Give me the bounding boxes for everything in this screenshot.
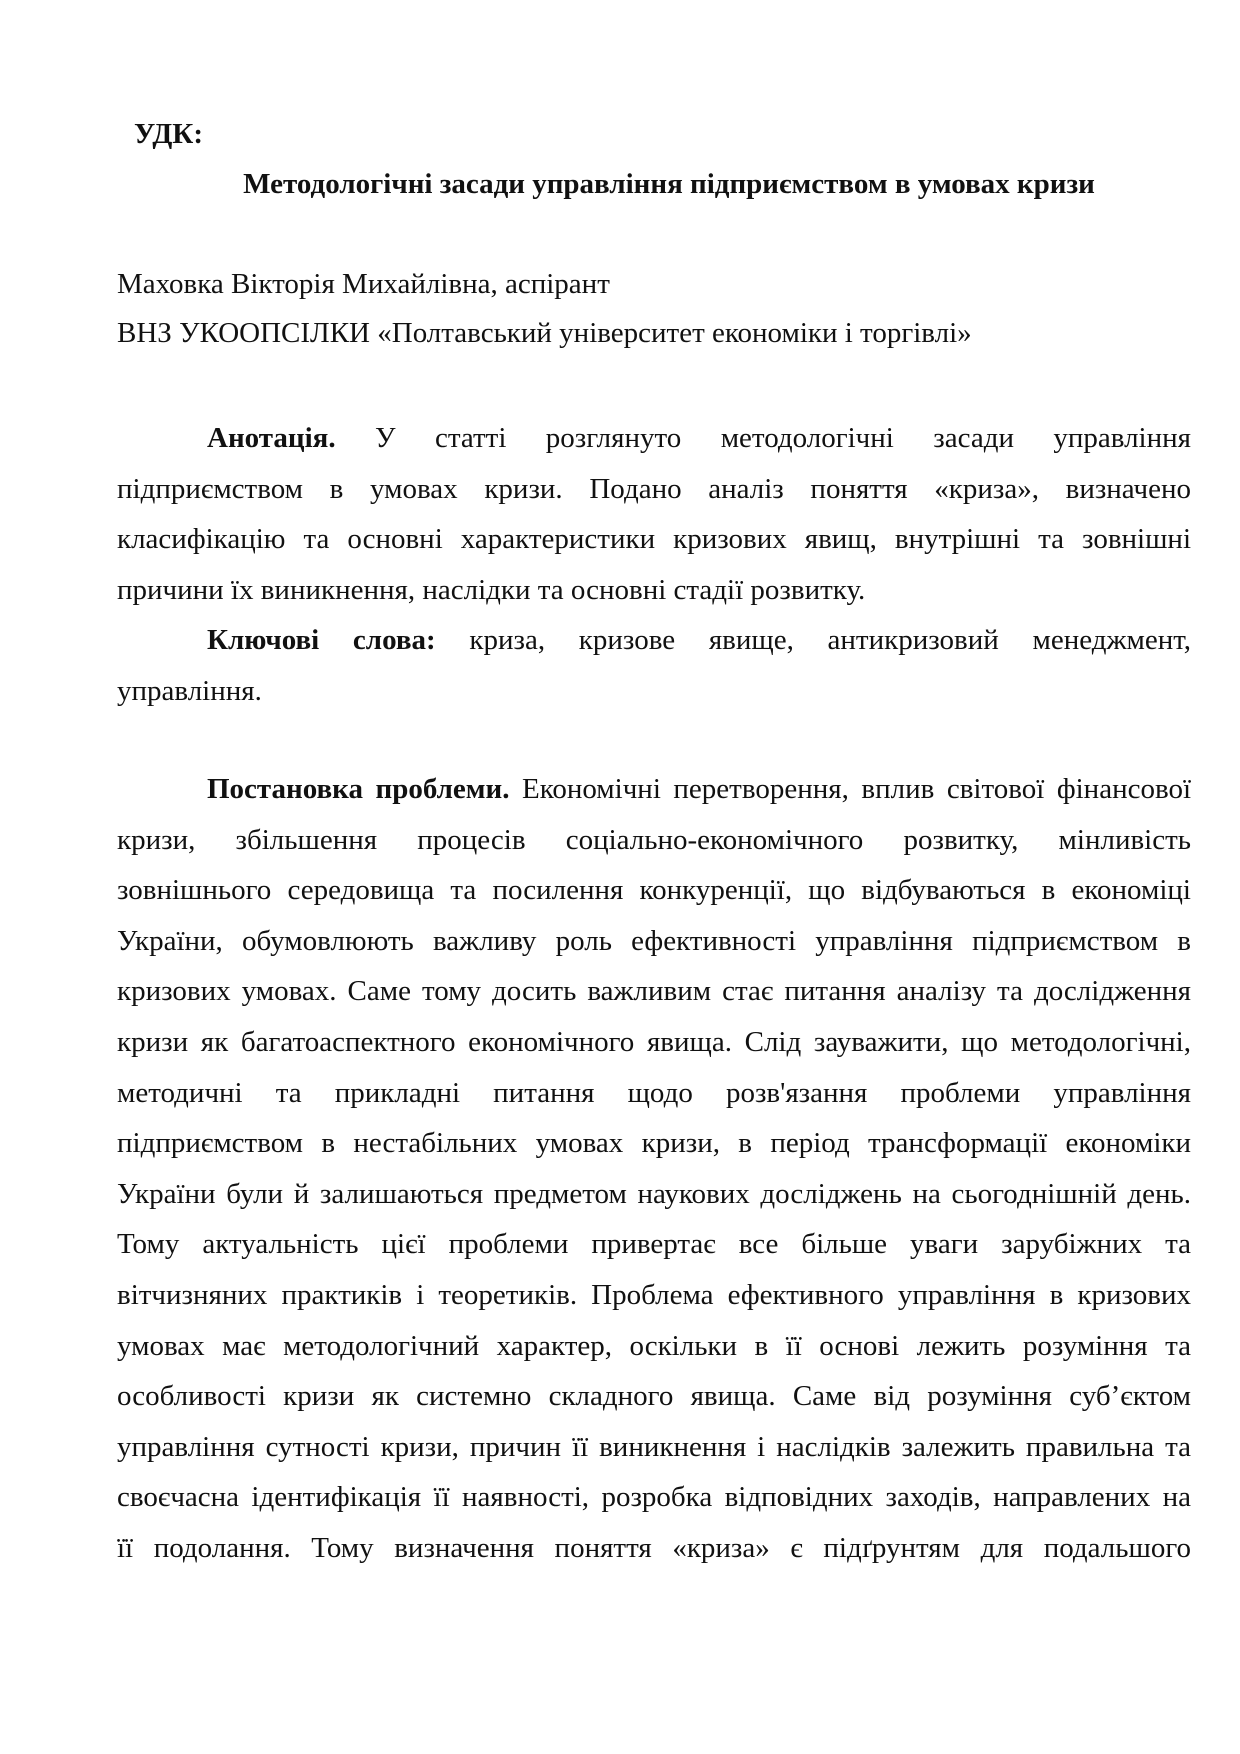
problem-statement-line [117, 1068, 1191, 1119]
annotation-heading: Анотація. [207, 422, 336, 454]
problem-statement-text: умовах має методологічний характер, оскільки в її основі лежить розуміння та [117, 1329, 1191, 1362]
keywords-line [207, 615, 1191, 666]
problem-statement-text: своєчасна ідентифікація її наявності, розробка відповідних заходів, направлених на [117, 1481, 1191, 1514]
author-line: Маховка Вікторія Михайлівна, аспірант [117, 268, 610, 300]
annotation-text: класифікацію та основні характеристики кризових явищ, внутрішні та зовнішні [117, 523, 1191, 556]
problem-statement-text: України, обумовлюють важливу роль ефективності управління підприємством в [117, 924, 1191, 957]
problem-statement-line [117, 865, 1191, 916]
problem-statement-text: кризи, збільшення процесів соціально-економічного розвитку, мінливість [117, 823, 1191, 856]
problem-statement-line [117, 1472, 1191, 1523]
annotation-line [117, 514, 1191, 565]
problem-statement-text: кризових умовах. Саме тому досить важливим стає питання аналізу та дослідження [117, 975, 1191, 1008]
affiliation-line: ВНЗ УКООПСІЛКИ «Полтавський університет економіки і торгівлі» [117, 317, 972, 349]
problem-statement-text: особливості кризи як системно складного явища. Саме від розуміння суб’єктом [117, 1380, 1191, 1413]
problem-statement-text: підприємством в нестабільних умовах кризи, в період трансформації економіки [117, 1127, 1191, 1160]
problem-statement-text: управління сутності кризи, причин її виникнення і наслідків залежить правильна та [117, 1430, 1191, 1463]
problem-statement-line [117, 1017, 1191, 1068]
problem-statement-text: вітчизняних практиків і теоретиків. Проблема ефективного управління в кризових [117, 1279, 1191, 1311]
problem-statement-line [117, 1219, 1191, 1270]
keywords-text: криза, кризове явище, антикризовий менеджмент, [435, 624, 1191, 656]
udk-label: УДК: [134, 118, 203, 150]
annotation-line [117, 464, 1191, 515]
problem-statement-heading: Постановка проблеми. [207, 773, 510, 805]
problem-statement-line [117, 1422, 1191, 1473]
problem-statement-line [207, 764, 1191, 815]
annotation-text: причини їх виникнення, наслідки та основні стадії розвитку. [117, 573, 866, 606]
annotation-line [117, 565, 1191, 616]
problem-statement-line [117, 1371, 1191, 1422]
keywords-text: управління. [117, 674, 262, 707]
problem-statement-text: методичні та прикладні питання щодо розв'язання проблеми управління [117, 1076, 1191, 1109]
problem-statement-text: кризи як багатоаспектного економічного явища. Слід зауважити, що методологічні, [117, 1026, 1191, 1058]
problem-statement-line [117, 1523, 1191, 1574]
problem-statement-line [117, 916, 1191, 967]
annotation-text: У статті розглянуто методологічні засади управління [335, 422, 1191, 454]
problem-statement-line [117, 1321, 1191, 1372]
problem-statement-text: Тому актуальність цієї проблеми привертає все більше уваги зарубіжних та [117, 1228, 1191, 1261]
annotation-text: підприємством в умовах кризи. Подано аналіз поняття «криза», визначено [117, 472, 1191, 505]
problem-statement-line [117, 966, 1191, 1017]
problem-statement-line [117, 1169, 1191, 1220]
problem-statement-line [117, 815, 1191, 866]
problem-statement-text: Економічні перетворення, вплив світової фінансової [509, 773, 1192, 805]
problem-statement-text: зовнішнього середовища та посилення конкуренції, що відбуваються в економіці [117, 874, 1191, 907]
problem-statement-line [117, 1270, 1191, 1321]
problem-statement-text: її подолання. Тому визначення поняття «криза» є підґрунтям для подальшого [117, 1532, 1191, 1564]
keywords-line [117, 666, 1191, 717]
problem-statement-text: України були й залишаються предметом наукових досліджень на сьогоднішній день. [117, 1177, 1191, 1210]
keywords-heading: Ключові слова: [207, 624, 436, 656]
problem-statement-line [117, 1118, 1191, 1169]
article-title: Методологічні засади управління підприємством в умовах кризи [243, 168, 1095, 200]
annotation-line [207, 413, 1191, 464]
